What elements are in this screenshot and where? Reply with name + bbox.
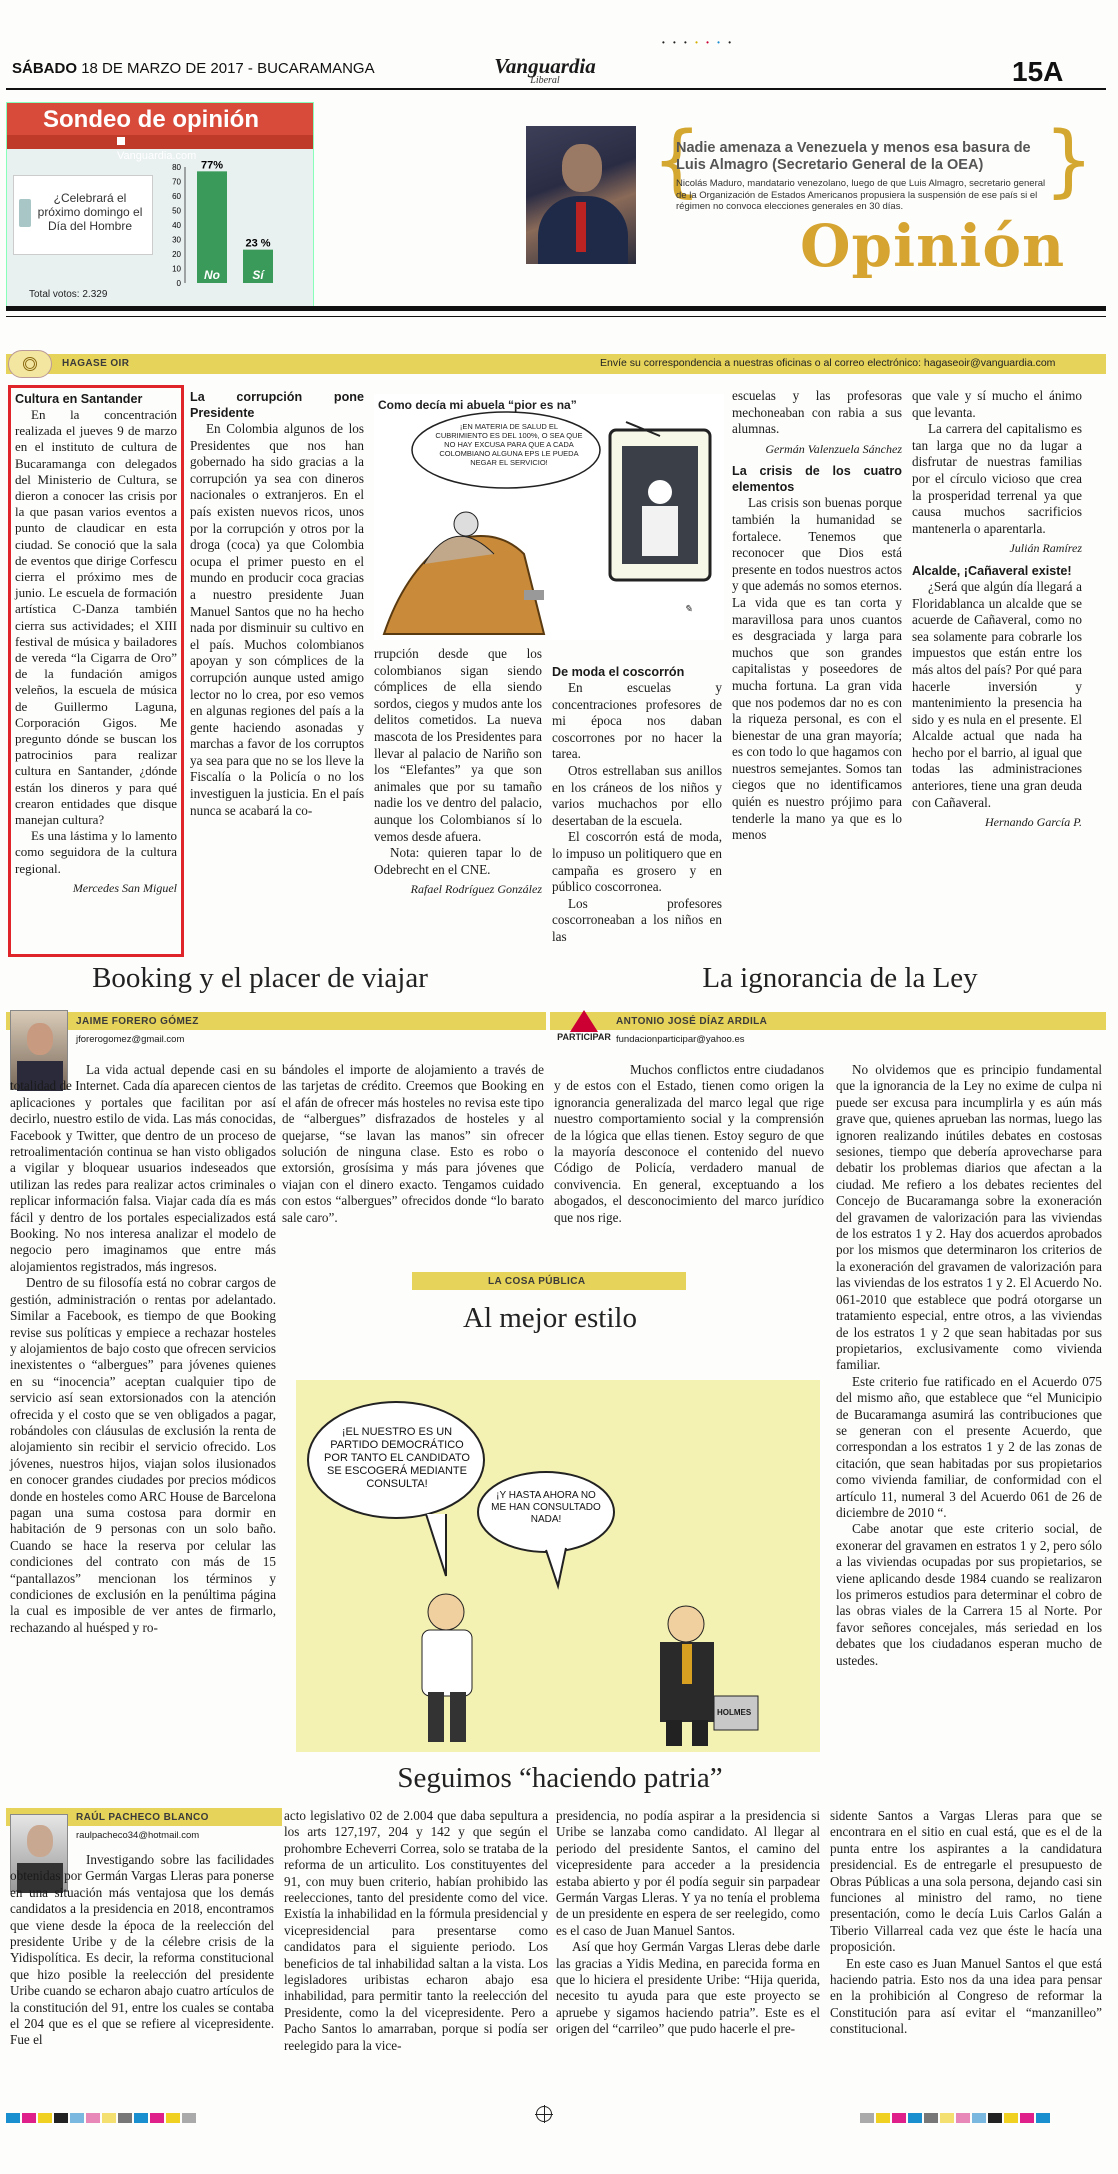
letter-canaveral-signature: Hernando García P. (985, 815, 1082, 830)
column-booking-col-b (282, 1062, 544, 1226)
letter-crisis-body-cont2: La carrera del capitalismo es tan larga que no da lugar a disfrutar de nuestras familias por el círculo vicioso que crea la prosperidad terrenal ya que causa muchos sacrificios mantenerla o aparentarla. (912, 421, 1082, 536)
letter-crisis-body: Las crisis son buenas porque también la humanidad se fortalece. Tenemos que reconocer que Dios está presente en todos nuestros actos y que además no somos eternos. La vida que es tan corta y maravillosa para unos cuantos es desgraciada y larga para muchos que son grandes capitalistas y poseedores de mucha fortuna. La gran vida que nos podemos dar no es con la riqueza personal, es con el bienestar de una gran mayoría; es con todo lo que hagamos con nuestros semejantes. Somos tan ciegos que no identificamos quién es nuestro prójimo para tenderle la mano ya que es lo menos (732, 495, 902, 843)
poll-title: Sondeo de opinión (7, 103, 313, 135)
poll-y-tick: 30 (172, 235, 181, 245)
letter-crisis-signature: Julián Ramírez (1009, 541, 1082, 556)
section-rule (6, 306, 1106, 311)
letter-corrupcion (190, 389, 364, 819)
hagase-label: HAGASE OIR (62, 358, 130, 369)
letter-crisis-body-cont: que vale y sí mucho el ánimo que levanta. (912, 388, 1082, 420)
header-rule (6, 88, 1106, 90)
column-patria-text6: En este caso es Juan Manuel Santos el que está haciendo patria. Esto nos da una idea para pensar en la prohibición al Congreso de reformar la Constitución para así evitar el “manzanilleo” constitucional. (830, 1955, 1102, 2037)
cartoon-abuela-title: Como decía mi abuela “pior es na” (378, 398, 577, 412)
poll-bar-0 (197, 171, 227, 283)
cartoon-abuela-bubble: ¡EN MATERIA DE SALUD EL CUBRIMIENTO ES DEL 100%, O SEA QUE NO HAY EXCUSA PARA QUE A CADA COLOMBIANO ALGUNA EPS LE PUEDA NEGAR EL SERVICIO! (435, 422, 583, 467)
letter-cultura-signature: Mercedes San Miguel (72, 880, 177, 895)
hagase-contact: Envíe su correspondencia a nuestras oficinas o al correo electrónico: hagaseoir@vanguardia.com (600, 357, 1056, 369)
letter-canaveral (912, 388, 1082, 831)
letter-cultura (8, 385, 184, 957)
poll-total: Total votos: 2.329 (29, 289, 108, 300)
letter-corrupcion-title: La corrupción pone Presidente (190, 390, 364, 420)
column-booking-text3: bándoles el importe de alojamiento a través de las tarjetas de crédito. Creemos que Booking en el afán de ofrecer más hosteles no revisa este tipo de “albergues” disfrazados de hosteles y al quejarse, “se lavan las manos” sin ofrecer solución de ninguna clase. Esto es robo o extorsión, grosísima y más para jóvenes que viajan con el dinero exacto. Tengamos cuidado con estos “albergues” ofrecidos donde “lo barato sale caro”. (282, 1062, 544, 1225)
author-name-forero: JAIME FORERO GÓMEZ (76, 1016, 199, 1027)
poll-data-label: 23 % (245, 237, 271, 250)
letter-coscorron-body3: El coscorrón está de moda, lo impuso un politiquero que en campaña es grosero y en público coscorronea. (552, 829, 722, 895)
column-title-booking: Booking y el placer de viajar (92, 962, 428, 994)
page-number: 15A (1012, 56, 1064, 87)
poll-y-tick: 70 (172, 177, 181, 187)
column-ignorancia-col-a (554, 1062, 824, 1226)
poll-category-label: Sí (252, 268, 264, 282)
poll-category-label: No (204, 268, 220, 282)
poll-y-tick: 80 (172, 163, 181, 172)
column-booking-text2: Dentro de su filosofía está no cobrar cargos de gestión, administración o rentas por adelantado. Similar a Facebook, es tiempo de que Booking revise sus políticas y empiece a rechazar hosteles y alojamientos de bajo costo que ofrecen servicios inexistentes o “albergues” para jóvenes quienes en su “inocencia” aceptan cualquier tipo de servicio así sean extorsionados con la atención ofrecida y el costo que se ven obligados a pagar, robándoles con cláusulas de exclusión la renta de alojamiento sin recibir el servicio ofrecido. Los jóvenes, nuestros hijos, viajan solos ilusionados en conocer grandes ciudades por precios módicos donde en hosteles como ARC House de Barcelona pagan una suma costosa para dormir en habitación de 9 personas con un solo baño. Cuando se hace la reserva por celular las condiciones del contrato con más de 15 “pantallazos” mencionan los términos y condiciones de exclusión en la penúltima página la cual es imposible de ver antes de firmarlo, rechazando al huésped y ro- (10, 1275, 276, 1635)
author-name-diaz: ANTONIO JOSÉ DÍAZ ARDILA (616, 1016, 768, 1027)
letter-corrupcion-signature: Rafael Rodríguez González (410, 882, 542, 897)
question-icon (19, 199, 31, 227)
letter-cultura-title: Cultura en Santander (15, 392, 143, 406)
section-rule-thin (6, 316, 1106, 317)
cartoon-mejor-estilo (296, 1380, 820, 1752)
column-ignorancia-text: Muchos conflictos entre ciudadanos y de estos con el Estado, tienen como origen la ignorancia generalizada del marco legal que rige nuestro comportamiento social y la comprensión de la lógica que ellas tienen. Estoy seguro de que la mayoría desconoce el contenido del nuevo Código de Policía, verdadero manual de convivencia. En general, exceptuando a los abogados, el desconocimiento del marco jurídico que nos rige. (554, 1062, 824, 1225)
poll-y-tick: 40 (172, 221, 181, 230)
cartoon-abuela (374, 394, 724, 640)
cosa-publica-label: LA COSA PÚBLICA (488, 1276, 586, 1287)
column-patria-text3: presidencia, no podía aspirar a la presidencia si Uribe se lanzaba como candidato. Al llegar al periodo del presidente Santos, el camino del vicepresidente para acceder a la presidencia estaba abierto y por él podía seguir sin parpadear Germán Vargas Lleras. Y ya no tenía el problema de un presidente en espera de ser reelegido, como es el caso de Juan Manuel Santos. (556, 1808, 820, 1938)
column-patria-text4: Así que hoy Germán Vargas Lleras debe darle las gracias a Yidis Medina, en parecida forma en que lo hiciera el presidente Uribe: “Hija querida, necesito tu ayuda para que este proyecto se apruebe y sigamos haciendo patria”. Este es el origen del “carrileo” que pudo hacerle el pre- (556, 1939, 820, 2037)
poll-chart (157, 155, 307, 301)
color-strip-right (860, 2110, 1052, 2128)
maduro-photo (526, 126, 636, 264)
cartoon-bubble-right: ¡Y HASTA AHORA NO ME HAN CONSULTADO NADA! (491, 1490, 601, 1525)
column-patria-text: Investigando sobre las facilidades obtenidas por Germán Vargas Lleras para ponerse en una situación más ventajosa que los demás candidatos a la presidencia en 2018, encontramos que viene desde la época de la reelección del presidente Uribe y de la célebre crisis de la Yidispolítica. Es decir, la reforma constitucional que hizo posible la reelección del presidente Uribe cuando se echaron abajo cuatro artículos de la constitución del 91, entre los cuales se contaba el 204 que es el que se refiere al vicepresidente. Fue el (10, 1852, 274, 2048)
quote-bracket-right: } (1044, 116, 1094, 206)
letter-coscorron-body: En escuelas y concentraciones profesores de mi época nos daban coscorrones por no hacer la tarea. (552, 680, 722, 762)
author-name-pacheco: RAÚL PACHECO BLANCO (76, 1812, 209, 1823)
letter-crisis-title: La crisis de los cuatro elementos (732, 464, 902, 495)
poll-y-tick: 10 (172, 264, 181, 274)
poll-y-tick: 50 (172, 206, 181, 216)
column-ignorancia-text4: Cabe anotar que este criterio social, de exonerar del gravamen en estratos 1 y 2, pero sólo a las viviendas ocupadas por sus propietarios, se viene aplicando desde 1984 cuando se realizaron los primeros estudios para determinar el cobro de las obras viales de la Carrera 15 al Norte. Por favor señores concejales, más seriedad en los debates que los ciudadanos esperan mucho de ustedes. (836, 1521, 1102, 1668)
speaker-icon (23, 357, 37, 371)
header-date: SÁBADO 18 DE MARZO DE 2017 - BUCARAMANGA (12, 60, 375, 77)
letter-coscorron (552, 664, 722, 946)
letter-coscorron-body-cont: escuelas y las profesoras mechoneaban con rabia a sus alumnas. (732, 388, 902, 437)
quote-bracket-left: { (652, 116, 702, 206)
registration-mark-icon (536, 2106, 552, 2122)
letter-coscorron-body4: Los profesores coscorroneaban a los niños en las (552, 895, 722, 944)
color-strip-left (6, 2110, 198, 2128)
author-email-forero: jforerogomez@gmail.com (76, 1034, 185, 1045)
participar-logo: PARTICIPAR (556, 1010, 612, 1058)
column-patria-col-d (830, 1808, 1102, 2038)
column-patria-text5: sidente Santos a Vargas Lleras para que se encontrara en el sitio en cual está, que es el de la punta entre los aspirantes a la candidatura presidencial. Es de entregarle el presupuesto de Obras Públicas a una sola persona, dejando casi sin funciones al ministro del ramo, no tiene presentación, como le decía Luis Carlos Galán a Tiberio Villarreal cada vez que éste le hacía una proposición. (830, 1808, 1102, 1955)
cartoon-title: Al mejor estilo (463, 1302, 637, 1334)
column-title-ignorancia: La ignorancia de la Ley (702, 962, 978, 994)
quote-text: Nadie amenaza a Venezuela y menos esa basura de Luis Almagro (Secretario General de la OEA) (676, 140, 1031, 173)
poll-source: Vanguardia.com (7, 135, 313, 149)
column-ignorancia-col-b (836, 1062, 1102, 1669)
letter-corrupcion-body: En Colombia algunos de los Presidentes que nos han gobernado ha sido gracias a la corrupción ya sea con dineros nacionales o extranjeros. En el país existen nuevos ricos, unos por la corrupción y otros por la droga (coca) ya que Colombia ocupa el primer puesto en el mundo en producir coca gracias a nuestro presidente Juan Manuel Santos que no ha hecho nada por disminuir su cultivo en el país. Muchos colombianos apoyan y son cómplices de la corrupción aunque usted amigo lector no lo crea, por eso vemos en algunas regiones del país a la gente haciendo asonadas y marchas a favor de los corruptos ya sea para que no se los lleve la Fiscalía o la Policía o no los investiguen la justicia. En el país nunca se acabará la co- (190, 421, 364, 818)
column-patria-col-a (10, 1852, 274, 2049)
letter-cultura-body2: Es una lástima y lo lamento como seguidora de la cultura regional. (15, 828, 177, 876)
letter-coscorron-signature: Germán Valenzuela Sánchez (765, 441, 902, 456)
letter-corrupcion-cont (374, 646, 542, 898)
cartoon-bubble-left: ¡EL NUESTRO ES UN PARTIDO DEMOCRÁTICO POR TANTO EL CANDIDATO SE ESCOGERÁ MEDIANTE CONSULTA! (324, 1426, 470, 1490)
letter-corrupcion-body-cont: rrupción desde que los colombianos sigan siendo cómplices de ella siendo sordos, ciegos y mudos ante los delitos cometidos. La nueva mascota de los Presidentes para llevar al palacio de Nariño son los “Elefantes” ya que son animales que por su tamaño nadie los ve dentro del palacio, aunque los Colombianos sí lo vemos desde afuera. (374, 646, 542, 844)
poll-y-tick: 20 (172, 250, 181, 259)
letter-cultura-body: En la concentración realizada el jueves 9 de marzo en el instituto de cultura de Bucaramanga con delegados del Ministerio de Cultura, se dieron a conocer las crisis por la que pasan varios eventos a punto de claudicar en esta ciudad. Se conoció que la sala de eventos que dirige Corfescu cierra el próximo mes de junio. Le escuela de formación artística C-Danza también cierra sus actividades; el XIII festival de música y bailadores de vereda “la Cigarra de Oro” de la fundación amigos veleños, la escuela de música de Guillermo Laguna, Corporación Gigos. Me pregunto dónde se buscan los patrocinios para realizar cultura en Santander, ¿dónde están los dineros y para qué crearon entidades que disque manejan cultura? (15, 407, 177, 828)
column-ignorancia-text3: Este criterio fue ratificado en el Acuerdo 075 del mismo año, que establece que “el Municipio de Bucaramanga asumirá las contribuciones que se generan con el presente Acuerdo, que correspondan a los estratos 1 y 2 de las zonas de citación, que sean habitadas por sus propietarios como vivienda familiar, de conformidad con el artículo 11, numeral 3 del Acuerdo 061 de 26 de diciembre de 2010 “. (836, 1373, 1102, 1520)
letter-crisis (732, 388, 902, 844)
column-booking-text: La vida actual depende casi en su totalidad de Internet. Cada día aparecen cientos de aplicaciones y portales que facilitan por así decirlo, nuestro estilo de vida. Las más conocidas, Facebook y Twitter, que dentro de un proceso de retroalimentación continua se han visto obligados a vigilar y bloquear usuarios indeseados que utilizan las redes para realizar actos criminales o replicar información falsa. Viajar cada día es más fácil y dentro de los portales especializados está Booking. No nos interesa analizar el modelo de negocio pero imaginamos que entre más alojamientos registrados, más ingresos. (10, 1062, 276, 1274)
column-patria-text2: acto legislativo 02 de 2.004 que daba sepultura a los arts 127,197, 204 y 142 y que según el prohombre Echeverri Correa, solo se trataba de la reforma de un articulito. Los constituyentes del 91, con muy buen criterio, habían prohibido las reelecciones, tanto del presidente como del vice. Existía la inhabilidad en la fórmula presidencial y vicepresidencial para presentarse como candidatos para el siguiente periodo. Los beneficios de tal inhabilidad saltan a la vista. Los legisladores uribistas echaron abajo esa inhabilidad, para permitir tanto la reelección del Presidente, como la del vicepresidente. Pero a Pacho Santos lo amarraban, porque si podía ser reelegido para la vice- (284, 1808, 548, 2053)
poll-question: ¿Celebrará el próximo domingo el Día del Hombre (37, 191, 143, 233)
vanguardia-icon (117, 137, 125, 145)
cartoonist-signature: ✎ (684, 604, 693, 615)
brand-logo: Vanguardia Liberal (494, 54, 596, 86)
letter-coscorron-body2: Otros estrellaban sus anillos en los cráneos de los niños y varios muchachos por ello desertaban de la escuela. (552, 762, 722, 828)
column-patria-col-b (284, 1808, 548, 2054)
quote-caption: Nicolás Maduro, mandatario venezolano, luego de que Luis Almagro, secretario general de la Organización de Estados Americanos propusiera la suspensión de ese país si el régimen no convoca elecciones generales en 30 días. (676, 178, 1046, 212)
letter-canaveral-title: Alcalde, ¡Cañaveral existe! (912, 563, 1072, 578)
letter-corrupcion-note: Nota: quieren tapar lo de Odebrecht en el CNE. (374, 845, 542, 877)
hagase-badge (8, 350, 52, 378)
column-title-patria: Seguimos “haciendo patria” (397, 1762, 723, 1794)
author-email-pacheco: raulpacheco34@hotmail.com (76, 1830, 200, 1841)
poll-box (6, 102, 314, 308)
section-title: Opinión (800, 212, 1066, 280)
top-color-dots: • • • • • • • (662, 38, 735, 47)
column-patria-col-c (556, 1808, 820, 2038)
author-email-diaz: fundacionparticipar@yahoo.es (616, 1034, 745, 1045)
column-ignorancia-text2: No olvidemos que es principio fundamental que la ignorancia de la Ley no exime de culpa ni puede ser excusa para incumplirla y es aún más grave que, quienes aprueban las normas, luego las ignoren realizando inútiles debates en costosas sesiones, tiempo que debería aprovecharse para debatir los problemas diarios que afectan a la ciudad. Me refiero a los debates recientes del Concejo de Bucaramanga sobre la exoneración del gravamen de valorización para las viviendas de los estratos 1 y 2. Hay dos acuerdos aprobados por los mismos que determinaron los criterios de la exoneración del gravamen de valorización para las viviendas de los estratos 1 y 2. El Acuerdo No. 061-2010 que establece que podrá otorgarse un tratamiento especial, entre otros, a las viviendas de los estratos 1 y 2 que sean habitadas por sus propietarios, exclusivamente como vivienda familiar. (836, 1062, 1102, 1373)
cartoon-bag-label: HOLMES (717, 1708, 752, 1717)
letter-canaveral-body: ¿Será que algún día llegará a Floridablanca un alcalde que se acuerde de Cañaveral, como no sea solamente para cobrarle los impuestos que están entre los más altos del país? Por qué para hacerle inversión y mantenimiento la presencia ha sido y es nula en el presente. El Alcalde actual que nada ha hecho por el barrio, al igual que todas las administraciones anteriores, tiene una gran deuda con Cañaveral. (912, 578, 1082, 810)
poll-data-label: 77% (200, 159, 224, 172)
poll-y-tick: 0 (176, 279, 181, 288)
poll-y-tick: 60 (172, 192, 181, 201)
letter-coscorron-title: De moda el coscorrón (552, 665, 685, 679)
column-booking-col-a (10, 1062, 276, 1636)
